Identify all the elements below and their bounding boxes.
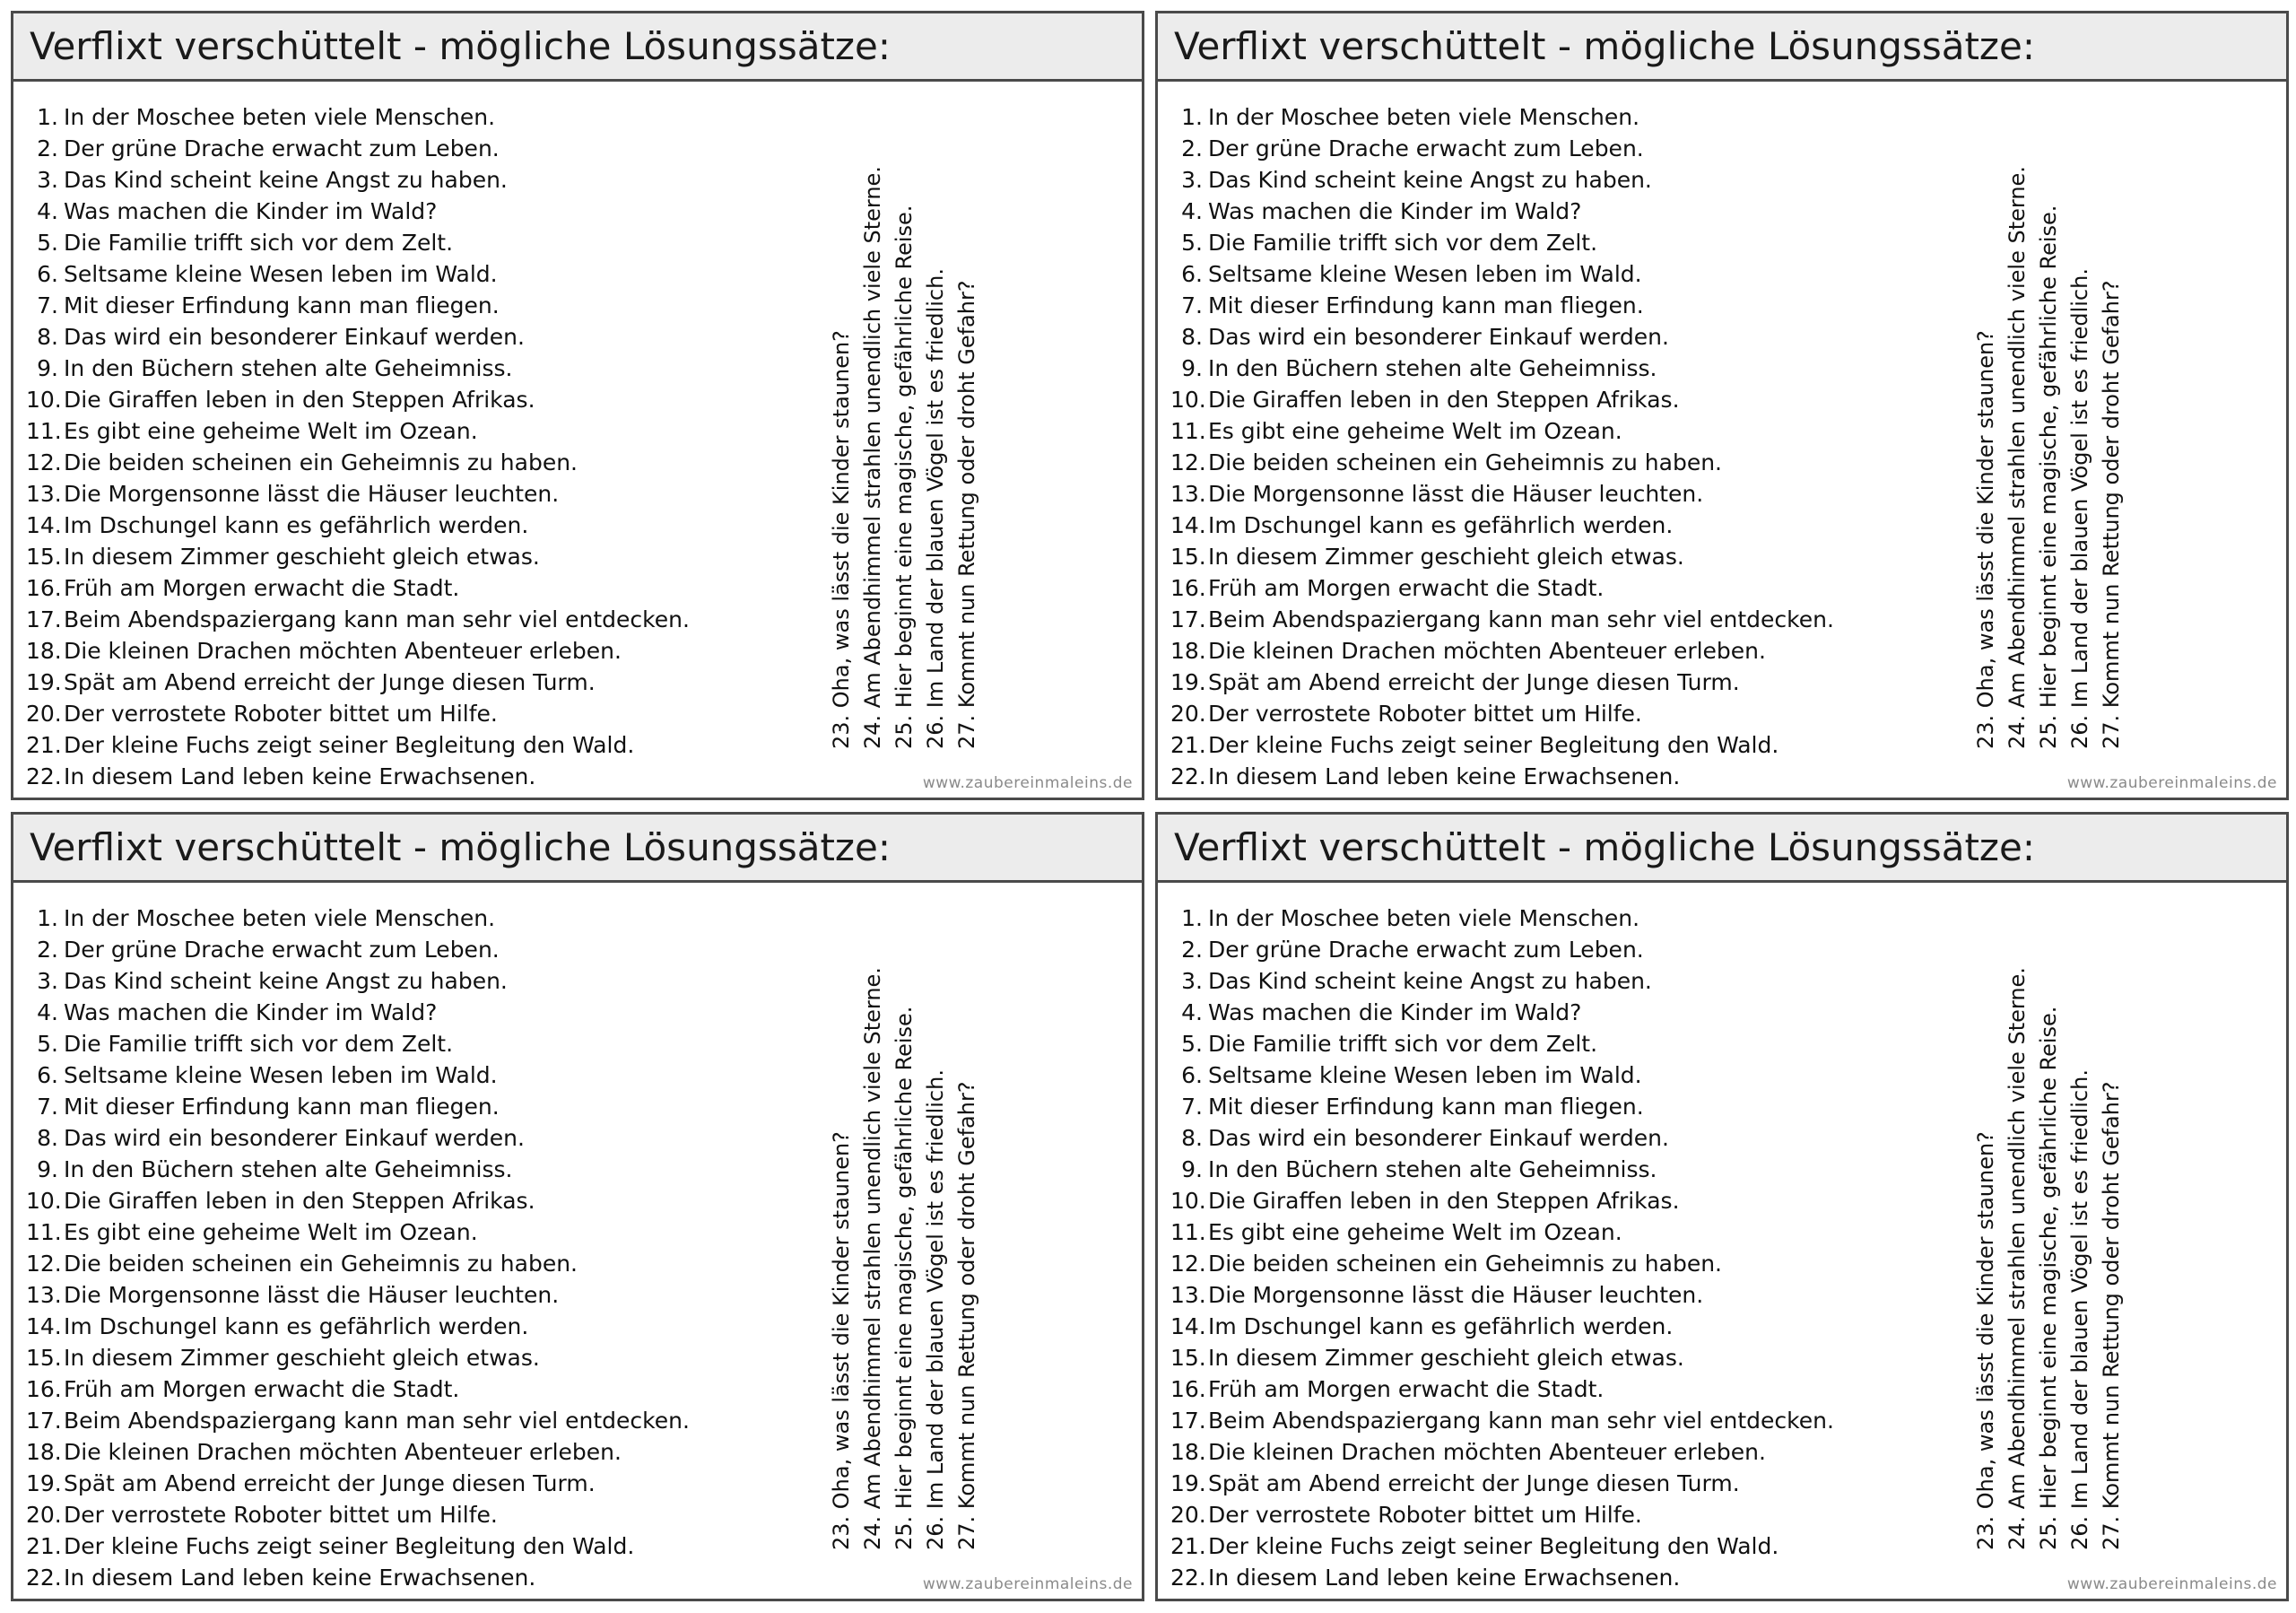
list-item: 6. Seltsame kleine Wesen leben im Wald. — [1181, 1062, 1642, 1088]
list-item: 22. In diesem Land leben keine Erwachsenen. — [1170, 763, 1681, 789]
list-item: 13. Die Morgensonne lässt die Häuser leuchten. — [1170, 1282, 1704, 1308]
list-item: 2. Der grüne Drache erwacht zum Leben. — [37, 937, 500, 963]
list-item: 4. Was machen die Kinder im Wald? — [1181, 198, 1582, 224]
list-item: 11. Es gibt eine geheime Welt im Ozean. — [26, 1219, 478, 1245]
list-item: 20. Der verrostete Roboter bittet um Hilfe. — [1170, 701, 1642, 727]
sentence-list — [1170, 902, 1834, 1593]
rotated-list-item: 23. Oha, was lässt die Kinder staunen? — [1973, 330, 1998, 749]
rotated-list-item: 26. Im Land der blauen Vögel ist es friedlich. — [923, 1069, 948, 1550]
list-item: 8. Das wird ein besonderer Einkauf werden. — [37, 1125, 525, 1151]
list-item: 4. Was machen die Kinder im Wald? — [1181, 999, 1582, 1025]
list-item: 5. Die Familie trifft sich vor dem Zelt. — [1181, 1031, 1598, 1057]
rotated-list-item: 25. Hier beginnt eine magische, gefährliche Reise. — [891, 205, 917, 749]
list-item: 18. Die kleinen Drachen möchten Abenteuer erleben. — [26, 638, 622, 664]
list-item: 1. In der Moschee beten viele Menschen. — [37, 905, 496, 931]
list-item: 21. Der kleine Fuchs zeigt seiner Begleitung den Wald. — [1170, 732, 1779, 758]
list-item: 4. Was machen die Kinder im Wald? — [37, 198, 438, 224]
list-item: 17. Beim Abendspaziergang kann man sehr viel entdecken. — [1170, 606, 1834, 632]
list-item: 13. Die Morgensonne lässt die Häuser leuchten. — [26, 1282, 560, 1308]
list-item: 16. Früh am Morgen erwacht die Stadt. — [1170, 1376, 1605, 1402]
sentence-list — [26, 101, 690, 792]
list-item: 16. Früh am Morgen erwacht die Stadt. — [26, 575, 460, 601]
rotated-list-item: 27. Kommt nun Rettung oder droht Gefahr? — [2099, 1081, 2124, 1550]
list-item: 2. Der grüne Drache erwacht zum Leben. — [37, 135, 500, 161]
list-item: 15. In diesem Zimmer geschieht gleich etwas. — [26, 544, 540, 570]
list-item: 12. Die beiden scheinen ein Geheimnis zu haben. — [1170, 1251, 1722, 1277]
rotated-sentence-list — [1970, 922, 2127, 1550]
rotated-list-item: 27. Kommt nun Rettung oder droht Gefahr? — [954, 1081, 979, 1550]
list-item: 22. In diesem Land leben keine Erwachsenen. — [26, 763, 536, 789]
list-item: 20. Der verrostete Roboter bittet um Hilfe. — [26, 701, 498, 727]
list-item: 19. Spät am Abend erreicht der Junge diesen Turm. — [1170, 669, 1740, 695]
list-item: 12. Die beiden scheinen ein Geheimnis zu haben. — [1170, 449, 1722, 475]
rotated-list-item: 23. Oha, was lässt die Kinder staunen? — [829, 1131, 854, 1550]
rotated-list-item: 23. Oha, was lässt die Kinder staunen? — [1973, 1131, 1998, 1550]
list-item: 14. Im Dschungel kann es gefährlich werden. — [26, 512, 529, 538]
sentence-list — [26, 902, 690, 1593]
list-item: 12. Die beiden scheinen ein Geheimnis zu haben. — [26, 1251, 578, 1277]
rotated-sentence-list — [1970, 121, 2127, 749]
list-item: 7. Mit dieser Erfindung kann man fliegen. — [1181, 1094, 1644, 1120]
list-item: 14. Im Dschungel kann es gefährlich werden. — [1170, 512, 1674, 538]
list-item: 8. Das wird ein besonderer Einkauf werden. — [1181, 1125, 1669, 1151]
list-item: 16. Früh am Morgen erwacht die Stadt. — [1170, 575, 1605, 601]
list-item: 6. Seltsame kleine Wesen leben im Wald. — [37, 261, 498, 287]
list-item: 9. In den Büchern stehen alte Geheimniss. — [1181, 355, 1657, 381]
list-item: 17. Beim Abendspaziergang kann man sehr viel entdecken. — [1170, 1408, 1834, 1434]
list-item: 8. Das wird ein besonderer Einkauf werden. — [37, 324, 525, 350]
list-item: 12. Die beiden scheinen ein Geheimnis zu haben. — [26, 449, 578, 475]
rotated-sentence-list — [826, 121, 983, 749]
rotated-list-item: 25. Hier beginnt eine magische, gefährliche Reise. — [891, 1006, 917, 1550]
list-item: 10. Die Giraffen leben in den Steppen Afrikas. — [26, 387, 535, 413]
list-item: 21. Der kleine Fuchs zeigt seiner Begleitung den Wald. — [26, 1533, 635, 1559]
list-item: 3. Das Kind scheint keine Angst zu haben. — [37, 167, 508, 193]
card-title: Verflixt verschüttelt - mögliche Lösungssätze: — [1158, 13, 2286, 82]
list-item: 13. Die Morgensonne lässt die Häuser leuchten. — [1170, 481, 1704, 507]
card-title: Verflixt verschüttelt - mögliche Lösungssätze: — [13, 815, 1142, 883]
list-item: 19. Spät am Abend erreicht der Junge diesen Turm. — [26, 669, 596, 695]
list-item: 9. In den Büchern stehen alte Geheimniss. — [1181, 1156, 1657, 1182]
sentence-list — [1170, 101, 1834, 792]
list-item: 21. Der kleine Fuchs zeigt seiner Begleitung den Wald. — [26, 732, 635, 758]
rotated-list-item: 26. Im Land der blauen Vögel ist es friedlich. — [923, 268, 948, 749]
rotated-list-item: 26. Im Land der blauen Vögel ist es friedlich. — [2067, 268, 2092, 749]
list-item: 21. Der kleine Fuchs zeigt seiner Begleitung den Wald. — [1170, 1533, 1779, 1559]
rotated-sentence-list — [826, 922, 983, 1550]
list-item: 16. Früh am Morgen erwacht die Stadt. — [26, 1376, 460, 1402]
list-item: 3. Das Kind scheint keine Angst zu haben. — [37, 968, 508, 994]
rotated-list-item: 27. Kommt nun Rettung oder droht Gefahr? — [954, 280, 979, 749]
watermark-url: www.zaubereinmaleins.de — [922, 774, 1133, 792]
list-item: 9. In den Büchern stehen alte Geheimniss. — [37, 1156, 513, 1182]
list-item: 19. Spät am Abend erreicht der Junge diesen Turm. — [26, 1470, 596, 1496]
list-item: 11. Es gibt eine geheime Welt im Ozean. — [1170, 418, 1622, 444]
rotated-list-item: 25. Hier beginnt eine magische, gefährliche Reise. — [2036, 205, 2061, 749]
list-item: 11. Es gibt eine geheime Welt im Ozean. — [1170, 1219, 1622, 1245]
list-item: 7. Mit dieser Erfindung kann man fliegen. — [37, 1094, 500, 1120]
list-item: 11. Es gibt eine geheime Welt im Ozean. — [26, 418, 478, 444]
watermark-url: www.zaubereinmaleins.de — [2066, 1575, 2277, 1593]
list-item: 3. Das Kind scheint keine Angst zu haben. — [1181, 968, 1652, 994]
rotated-list-item: 26. Im Land der blauen Vögel ist es friedlich. — [2067, 1069, 2092, 1550]
list-item: 20. Der verrostete Roboter bittet um Hilfe. — [1170, 1502, 1642, 1528]
list-item: 17. Beim Abendspaziergang kann man sehr viel entdecken. — [26, 1408, 690, 1434]
list-item: 22. In diesem Land leben keine Erwachsenen. — [26, 1565, 536, 1591]
list-item: 2. Der grüne Drache erwacht zum Leben. — [1181, 937, 1644, 963]
list-item: 2. Der grüne Drache erwacht zum Leben. — [1181, 135, 1644, 161]
list-item: 22. In diesem Land leben keine Erwachsenen. — [1170, 1565, 1681, 1591]
list-item: 1. In der Moschee beten viele Menschen. — [1181, 905, 1640, 931]
rotated-list-item: 24. Am Abendhimmel strahlen unendlich viele Sterne. — [2005, 967, 2030, 1550]
watermark-url: www.zaubereinmaleins.de — [2066, 774, 2277, 792]
list-item: 9. In den Büchern stehen alte Geheimniss. — [37, 355, 513, 381]
list-item: 7. Mit dieser Erfindung kann man fliegen. — [37, 292, 500, 318]
list-item: 19. Spät am Abend erreicht der Junge diesen Turm. — [1170, 1470, 1740, 1496]
card-title: Verflixt verschüttelt - mögliche Lösungssätze: — [1158, 815, 2286, 883]
list-item: 20. Der verrostete Roboter bittet um Hilfe. — [26, 1502, 498, 1528]
solution-card-1 — [11, 11, 1144, 800]
card-title: Verflixt verschüttelt - mögliche Lösungssätze: — [13, 13, 1142, 82]
list-item: 3. Das Kind scheint keine Angst zu haben. — [1181, 167, 1652, 193]
list-item: 4. Was machen die Kinder im Wald? — [37, 999, 438, 1025]
solution-card-2 — [1155, 11, 2289, 800]
rotated-list-item: 25. Hier beginnt eine magische, gefährliche Reise. — [2036, 1006, 2061, 1550]
watermark-url: www.zaubereinmaleins.de — [922, 1575, 1133, 1593]
solution-card-4 — [1155, 812, 2289, 1601]
list-item: 18. Die kleinen Drachen möchten Abenteuer erleben. — [26, 1439, 622, 1465]
list-item: 13. Die Morgensonne lässt die Häuser leuchten. — [26, 481, 560, 507]
list-item: 6. Seltsame kleine Wesen leben im Wald. — [37, 1062, 498, 1088]
list-item: 18. Die kleinen Drachen möchten Abenteuer erleben. — [1170, 638, 1766, 664]
list-item: 18. Die kleinen Drachen möchten Abenteuer erleben. — [1170, 1439, 1766, 1465]
rotated-list-item: 27. Kommt nun Rettung oder droht Gefahr? — [2099, 280, 2124, 749]
list-item: 15. In diesem Zimmer geschieht gleich etwas. — [1170, 1345, 1684, 1371]
list-item: 10. Die Giraffen leben in den Steppen Afrikas. — [1170, 1188, 1680, 1214]
list-item: 1. In der Moschee beten viele Menschen. — [1181, 104, 1640, 130]
list-item: 5. Die Familie trifft sich vor dem Zelt. — [37, 1031, 454, 1057]
list-item: 8. Das wird ein besonderer Einkauf werden. — [1181, 324, 1669, 350]
list-item: 7. Mit dieser Erfindung kann man fliegen. — [1181, 292, 1644, 318]
list-item: 17. Beim Abendspaziergang kann man sehr viel entdecken. — [26, 606, 690, 632]
rotated-list-item: 23. Oha, was lässt die Kinder staunen? — [829, 330, 854, 749]
list-item: 15. In diesem Zimmer geschieht gleich etwas. — [1170, 544, 1684, 570]
rotated-list-item: 24. Am Abendhimmel strahlen unendlich viele Sterne. — [2005, 166, 2030, 749]
list-item: 10. Die Giraffen leben in den Steppen Afrikas. — [26, 1188, 535, 1214]
rotated-list-item: 24. Am Abendhimmel strahlen unendlich viele Sterne. — [860, 166, 885, 749]
list-item: 5. Die Familie trifft sich vor dem Zelt. — [37, 230, 454, 256]
rotated-list-item: 24. Am Abendhimmel strahlen unendlich viele Sterne. — [860, 967, 885, 1550]
solution-card-3 — [11, 812, 1144, 1601]
list-item: 1. In der Moschee beten viele Menschen. — [37, 104, 496, 130]
list-item: 10. Die Giraffen leben in den Steppen Afrikas. — [1170, 387, 1680, 413]
list-item: 5. Die Familie trifft sich vor dem Zelt. — [1181, 230, 1598, 256]
list-item: 6. Seltsame kleine Wesen leben im Wald. — [1181, 261, 1642, 287]
list-item: 14. Im Dschungel kann es gefährlich werden. — [1170, 1313, 1674, 1339]
list-item: 14. Im Dschungel kann es gefährlich werden. — [26, 1313, 529, 1339]
list-item: 15. In diesem Zimmer geschieht gleich etwas. — [26, 1345, 540, 1371]
